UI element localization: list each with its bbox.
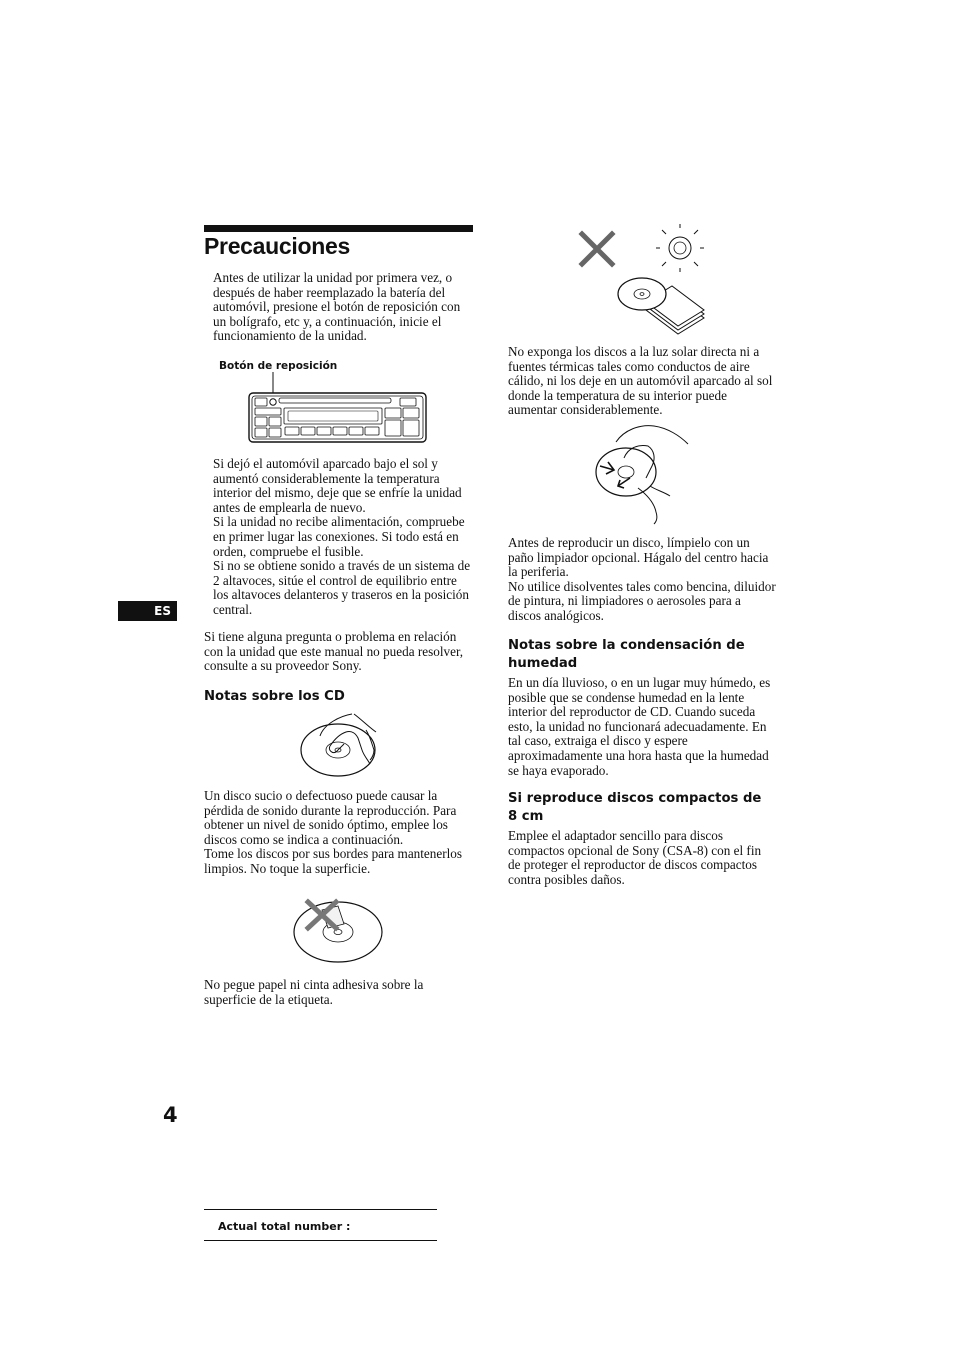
condensation-text: En un día lluvioso, o en un lugar muy húmedo, es posible que se condense humedad en la lente interior del reproductor de CD. Cuando suceda esto, la unidad no funcionará adecuadamente. En tal caso, extraiga el disco y espere aproximadamente una hora hasta que la humedad se haya evaporado. <box>508 675 771 778</box>
warning-power: Si la unidad no recibe alimentación, compruebe en primer lugar las conexiones. Si todo está en orden, compruebe el fusible. <box>213 514 465 559</box>
warnings-block <box>213 457 475 618</box>
cd-notes-p3: No pegue papel ni cinta adhesiva sobre la superficie de la etiqueta. <box>204 977 424 1007</box>
intro-paragraph: Antes de utilizar la unidad por primera vez, o después de haber reemplazado la batería del automóvil, presione el botón de reposición con un bolígrafo, etc y, a continuación, inicie el funcionamiento de la unidad. <box>213 270 461 344</box>
cd-notes-p2: Tome los discos por sus bordes para mantenerlos limpios. No toque la superficie. <box>204 846 463 876</box>
warning-sound: Si no se obtiene sonido a través de un sistema de 2 altavoces, sitúe el control de equilibrio entre los altavoces delanteros y traseros en la posición central. <box>213 558 471 617</box>
footer-rule-top <box>204 1209 437 1210</box>
warning-heat: Si dejó el automóvil aparcado bajo el sol y aumentó considerablemente la temperatura interior del mismo, deje que se enfríe la unidad antes de emplearla de nuevo. <box>213 456 462 515</box>
car-stereo-illustration <box>248 372 428 446</box>
cd8-heading: Si reproduce discos compactos de 8 cm <box>508 791 762 824</box>
hand-holding-cd-illustration <box>300 710 380 778</box>
page-title: Precauciones <box>204 233 350 259</box>
cleaning-text-1: Antes de reproducir un disco, límpielo con un paño limpiador opcional. Hágalo del centro hacia la periferia. <box>508 535 769 580</box>
cd-cleaning-illustration <box>594 422 690 524</box>
footer-label: Actual total number : <box>218 1220 351 1233</box>
condensation-heading: Notas sobre la condensación de humedad <box>508 638 745 671</box>
cd-no-tape-illustration <box>292 896 386 966</box>
heat-warning-illustration <box>576 222 712 336</box>
heat-warning-text: No exponga los discos a la luz solar directa ni a fuentes térmicas tales como conductos de aire cálido, ni los deje en un automóvil aparcado al sol donde la temperatura de su interior puede aumentar considerablemente. <box>508 344 773 418</box>
page-number: 4 <box>163 1103 178 1127</box>
reset-button-caption: Botón de reposición <box>219 360 338 372</box>
language-tab: ES <box>118 601 177 621</box>
footer-rule-bottom <box>204 1240 437 1241</box>
cleaning-text-2: No utilice disolventes tales como bencina, diluidor de pintura, ni limpiadores o aerosoles para a discos analógicos. <box>508 578 776 623</box>
cd-notes-p1: Un disco sucio o defectuoso puede causar la pérdida de sonido durante la reproducción. Para obtener un nivel de sonido óptimo, emplee los discos como se indica a continuación. <box>204 788 457 847</box>
dealer-note: Si tiene alguna pregunta o problema en relación con la unidad que este manual no pueda resolver, consulte a su proveedor Sony. <box>204 629 464 674</box>
cd-notes-heading: Notas sobre los CD <box>204 689 345 704</box>
cd-handling-block <box>204 789 474 877</box>
title-rule <box>204 225 473 232</box>
cleaning-block <box>508 536 776 624</box>
cd8-text: Emplee el adaptador sencillo para discos compactos opcional de Sony (CSA-8) con el fin de proteger el reproductor de discos compactos contra posibles daños. <box>508 828 762 887</box>
